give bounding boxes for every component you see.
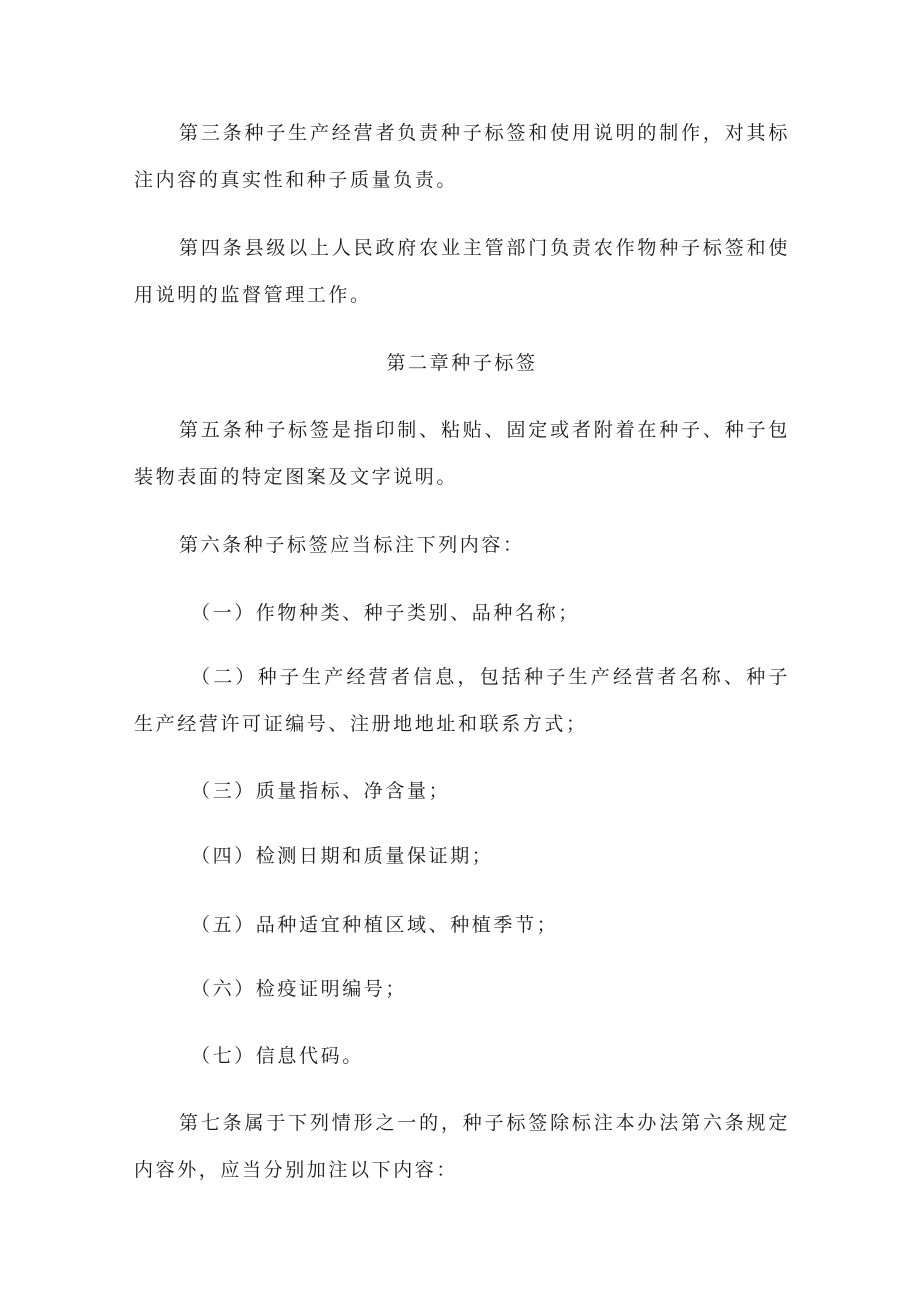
chapter-heading: 第二章种子标签 bbox=[386, 352, 538, 374]
article-6-paragraph: 第六条种子标签应当标注下列内容： bbox=[179, 534, 525, 556]
list-item-7: （七）信息代码。 bbox=[191, 1045, 364, 1067]
list-item-4: （四）检测日期和质量保证期； bbox=[191, 845, 494, 867]
article-5-paragraph: 第五条种子标签是指印制、粘贴、固定或者附着在种子、种子包装物表面的特定图案及文字说明。 bbox=[134, 419, 790, 488]
article-4-paragraph: 第四条县级以上人民政府农业主管部门负责农作物种子标签和使用说明的监督管理工作。 bbox=[134, 237, 790, 306]
list-item-1: （一）作物种类、种子类别、品种名称； bbox=[191, 602, 580, 624]
list-item-2: （二）种子生产经营者信息，包括种子生产经营者名称、种子生产经营许可证编号、注册地地址和联系方式； bbox=[134, 666, 790, 735]
list-item-5: （五）品种适宜种植区域、种植季节； bbox=[191, 914, 559, 936]
article-7-paragraph: 第七条属于下列情形之一的，种子标签除标注本办法第六条规定内容外，应当分别加注以下内容： bbox=[134, 1112, 790, 1181]
list-item-6: （六）检疫证明编号； bbox=[191, 978, 408, 1000]
list-item-3: （三）质量指标、净含量； bbox=[191, 780, 451, 802]
article-3-paragraph: 第三条种子生产经营者负责种子标签和使用说明的制作，对其标注内容的真实性和种子质量负责。 bbox=[134, 122, 790, 191]
